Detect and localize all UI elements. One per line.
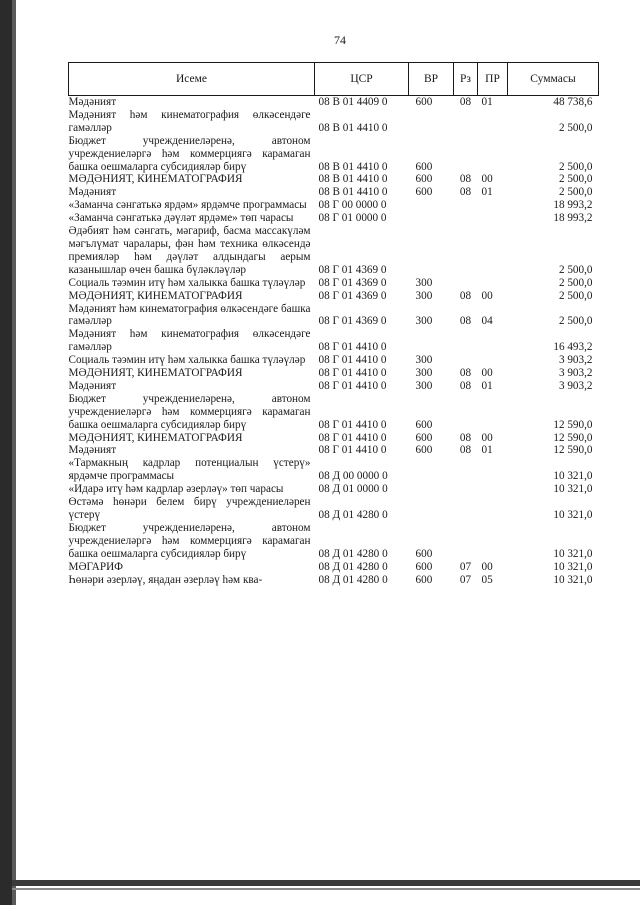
header-sum: Суммасы — [508, 63, 599, 96]
table-header-row — [69, 63, 599, 96]
cell-sum: 10 321,0 — [553, 483, 593, 496]
cell-rz: 08 — [459, 289, 472, 302]
cell-csr: 08 Д 01 4280 0 — [318, 509, 388, 521]
table-row — [69, 483, 599, 496]
table-body — [69, 96, 599, 587]
table-row — [69, 393, 599, 432]
cell-name: Мәдәният — [68, 186, 117, 199]
cell-sum: 18 993,2 — [553, 212, 593, 225]
cell-csr: 08 В 01 4410 0 — [318, 173, 388, 186]
cell-pr — [478, 328, 508, 354]
cell-name: Мәдәният — [68, 379, 117, 392]
cell-name: «Заманча сәнгатькә дәүләт ярдәме» төп чарасы — [68, 212, 294, 225]
cell-name: Мәдәният — [68, 444, 117, 457]
cell-vr — [409, 496, 454, 522]
cell-sum: 10 321,0 — [553, 560, 593, 573]
cell-vr: 600 — [415, 573, 433, 586]
cell-csr: 08 Г 01 4369 0 — [318, 276, 387, 289]
cell-pr — [478, 109, 508, 135]
cell-pr: 05 — [481, 573, 493, 586]
cell-rz: 08 — [459, 186, 472, 199]
cell-vr: 600 — [415, 560, 433, 573]
cell-rz — [454, 496, 478, 522]
cell-vr — [409, 457, 454, 483]
cell-rz: 07 — [459, 560, 472, 573]
cell-csr: 08 Г 01 4369 0 — [318, 263, 387, 276]
cell-name: Мәдәният һәм кинематография өлкәсендәге башка гамәлләр — [68, 302, 311, 328]
cell-csr: 08 Г 01 4410 0 — [318, 418, 387, 431]
cell-sum: 10 321,0 — [553, 547, 593, 560]
cell-pr — [478, 277, 508, 290]
cell-vr — [409, 328, 454, 354]
cell-csr: 08 Д 01 0000 0 — [318, 483, 388, 496]
cell-pr — [478, 354, 508, 367]
cell-rz: 08 — [459, 315, 472, 328]
cell-vr: 600 — [415, 173, 433, 186]
cell-rz: 07 — [459, 573, 472, 586]
cell-sum: 2 500,0 — [558, 160, 593, 173]
header-vr: ВР — [409, 63, 454, 96]
cell-name: Һөнәри әзерләү, яңадан әзерләү һәм ква- — [68, 573, 263, 586]
cell-sum: 48 738,6 — [553, 96, 593, 108]
cell-rz — [454, 522, 478, 561]
cell-pr: 00 — [481, 367, 493, 380]
cell-csr: 08 Г 01 4369 0 — [318, 289, 387, 302]
cell-name: Мәдәният һәм кинематография өлкәсендәге гамәлләр — [68, 328, 311, 354]
cell-rz — [454, 135, 478, 174]
cell-vr — [409, 483, 454, 496]
scan-edge-left — [0, 0, 12, 905]
cell-sum: 10 321,0 — [553, 470, 593, 483]
table-row — [69, 303, 599, 329]
table-row — [69, 277, 599, 290]
cell-csr: 08 В 01 4409 0 — [318, 96, 388, 108]
cell-vr: 600 — [415, 186, 433, 199]
cell-vr — [409, 225, 454, 277]
cell-csr: 08 Д 01 4280 0 — [318, 547, 388, 560]
cell-pr: 01 — [481, 379, 493, 392]
cell-pr: 00 — [481, 560, 493, 573]
cell-sum: 2 500,0 — [558, 186, 593, 199]
cell-rz — [454, 277, 478, 290]
cell-csr: 08 В 01 4410 0 — [318, 160, 388, 173]
cell-name: «Тармакның кадрлар потенциалын үстерү» ярдәмче программасы — [68, 457, 311, 483]
header-pr: ПР — [478, 63, 508, 96]
scan-edge-left-shade — [12, 0, 16, 905]
cell-rz — [454, 199, 478, 212]
cell-rz: 08 — [459, 173, 472, 186]
cell-pr — [478, 522, 508, 561]
table-row — [69, 496, 599, 522]
cell-csr: 08 Г 01 4369 0 — [318, 315, 387, 328]
cell-pr — [478, 393, 508, 432]
cell-sum: 12 590,0 — [553, 418, 593, 431]
cell-sum: 12 590,0 — [553, 444, 593, 457]
cell-csr: 08 В 01 4410 0 — [318, 186, 388, 199]
cell-name: «Заманча сәнгатькә ярдәм» ярдәмче программасы — [68, 199, 307, 212]
cell-sum: 2 500,0 — [558, 276, 593, 289]
cell-name: МӘДӘНИЯТ, КИНЕМАТОГРАФИЯ — [68, 173, 243, 186]
cell-name: МӘДӘНИЯТ, КИНЕМАТОГРАФИЯ — [68, 367, 243, 380]
cell-name: Мәдәният — [68, 96, 117, 108]
table-row — [69, 186, 599, 199]
cell-name: МӘДӘНИЯТ, КИНЕМАТОГРАФИЯ — [68, 289, 243, 302]
cell-rz — [454, 354, 478, 367]
cell-sum: 2 500,0 — [558, 173, 593, 186]
cell-rz — [454, 393, 478, 432]
table-row — [69, 354, 599, 367]
cell-sum: 2 500,0 — [558, 121, 593, 134]
cell-name: Социаль тәэмин итү һәм халыкка башка түләүләр — [68, 354, 306, 367]
cell-csr: 08 Д 00 0000 0 — [318, 470, 388, 483]
cell-name: Бюджет учреждениеләренә, автоном учреждениеләргә һәм коммерциягә карамаган башка оешмаларга субсидияләр бирү — [68, 392, 311, 431]
scan-edge-bottom-shade — [12, 888, 640, 890]
cell-sum: 3 903,2 — [558, 379, 593, 392]
table-row — [69, 522, 599, 561]
table-row — [69, 225, 599, 277]
cell-rz: 08 — [459, 379, 472, 392]
page-number: 74 — [334, 33, 346, 47]
cell-pr: 01 — [481, 186, 493, 199]
cell-sum: 10 321,0 — [553, 573, 593, 586]
cell-sum: 16 493,2 — [553, 341, 593, 354]
cell-sum: 2 500,0 — [558, 315, 593, 328]
cell-vr: 600 — [415, 547, 433, 560]
cell-csr: 08 Д 01 4280 0 — [318, 573, 388, 586]
cell-name: Өстәмә һөнәри белем бирү учреждениеләрен үстерү — [68, 496, 311, 521]
cell-sum: 2 500,0 — [558, 263, 593, 276]
cell-csr: 08 Г 00 0000 0 — [318, 199, 387, 212]
table-row — [69, 367, 599, 380]
cell-rz: 08 — [459, 367, 472, 380]
cell-pr — [478, 457, 508, 483]
table-row — [69, 561, 599, 574]
cell-csr: 08 Г 01 4410 0 — [318, 367, 387, 380]
table-row — [69, 444, 599, 457]
cell-vr: 600 — [415, 431, 433, 444]
header-rz: Рз — [454, 63, 478, 96]
table-row — [69, 109, 599, 135]
table-row — [69, 96, 599, 109]
cell-name: Мәдәният һәм кинематография өлкәсендәге гамәлләр — [68, 108, 311, 134]
cell-csr: 08 Г 01 4410 0 — [318, 431, 387, 444]
cell-rz — [454, 212, 478, 225]
cell-pr — [478, 496, 508, 522]
cell-vr — [409, 199, 454, 212]
cell-csr: 08 Г 01 4410 0 — [318, 444, 387, 457]
cell-rz — [454, 457, 478, 483]
cell-sum: 2 500,0 — [558, 289, 593, 302]
cell-csr: 08 Г 01 0000 0 — [318, 212, 387, 225]
header-csr: ЦСР — [315, 63, 409, 96]
cell-pr: 00 — [481, 289, 493, 302]
cell-name: МӘДӘНИЯТ, КИНЕМАТОГРАФИЯ — [68, 431, 243, 444]
cell-sum: 10 321,0 — [553, 509, 593, 521]
table-row — [69, 199, 599, 212]
cell-vr: 300 — [415, 379, 433, 392]
cell-rz: 08 — [459, 444, 472, 457]
cell-pr: 01 — [481, 96, 493, 108]
cell-vr: 300 — [415, 315, 433, 328]
cell-vr: 300 — [415, 276, 433, 289]
cell-sum: 3 903,2 — [558, 367, 593, 380]
cell-csr: 08 Г 01 4410 0 — [318, 341, 387, 354]
budget-table — [68, 62, 599, 586]
cell-rz: 08 — [459, 96, 472, 108]
cell-csr: 08 Г 01 4410 0 — [318, 379, 387, 392]
cell-rz: 08 — [459, 431, 472, 444]
cell-rz — [454, 225, 478, 277]
cell-sum: 18 993,2 — [553, 199, 593, 212]
cell-vr: 300 — [415, 367, 433, 380]
table-row — [69, 328, 599, 354]
cell-pr: 00 — [481, 173, 493, 186]
cell-vr: 300 — [415, 289, 433, 302]
table-row — [69, 380, 599, 393]
cell-pr — [478, 199, 508, 212]
cell-pr — [478, 483, 508, 496]
cell-vr: 600 — [415, 444, 433, 457]
cell-name: Бюджет учреждениеләренә, автоном учреждениеләргә һәм коммерциягә карамаган башка оешмаларга субсидияләр бирү — [68, 134, 311, 173]
cell-rz — [454, 328, 478, 354]
cell-sum: 3 903,2 — [558, 354, 593, 367]
cell-pr: 00 — [481, 431, 493, 444]
cell-vr — [409, 109, 454, 135]
table-row — [69, 135, 599, 174]
table-row — [69, 432, 599, 445]
cell-sum: 12 590,0 — [553, 431, 593, 444]
cell-pr — [478, 225, 508, 277]
table-row — [69, 574, 599, 587]
cell-vr: 300 — [415, 354, 433, 367]
cell-name: Әдәбият һәм сәнгать, мәгариф, басма массакүләм мәгълүмат чаралары, фән һәм техника өлкәсендә премияләр һәм дәүләт алдындагы аерым казанышлар өчен башка бүләкләүләр — [68, 225, 311, 276]
cell-name: «Идарә итү һәм кадрлар әзерләү» төп чарасы — [68, 483, 284, 496]
cell-name: Социаль тәэмин итү һәм халыкка башка түләүләр — [68, 276, 306, 289]
cell-name: МӘГАРИФ — [68, 560, 123, 573]
cell-csr: 08 Д 01 4280 0 — [318, 560, 388, 573]
cell-pr — [478, 212, 508, 225]
table-row — [69, 173, 599, 186]
cell-csr: 08 Г 01 4410 0 — [318, 354, 387, 367]
cell-rz — [454, 483, 478, 496]
cell-vr — [409, 212, 454, 225]
table-row — [69, 457, 599, 483]
header-name: Исеме — [69, 63, 315, 96]
cell-csr: 08 В 01 4410 0 — [318, 121, 388, 134]
cell-vr: 600 — [415, 160, 433, 173]
table-row — [69, 290, 599, 303]
cell-rz — [454, 109, 478, 135]
cell-vr: 600 — [415, 418, 433, 431]
scan-edge-bottom — [12, 880, 640, 886]
cell-pr — [478, 135, 508, 174]
cell-pr: 04 — [481, 315, 493, 328]
cell-vr: 600 — [415, 96, 433, 108]
cell-name: Бюджет учреждениеләренә, автоном учреждениеләргә һәм коммерциягә карамаган башка оешмаларга субсидияләр бирү — [68, 521, 311, 560]
cell-pr: 01 — [481, 444, 493, 457]
table-row — [69, 212, 599, 225]
